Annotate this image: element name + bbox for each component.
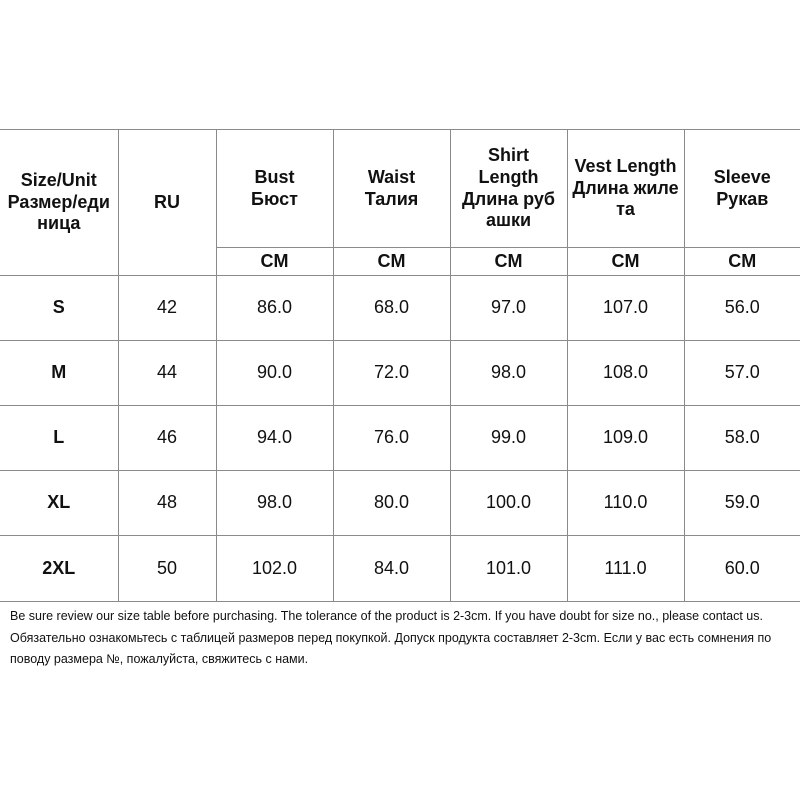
- sleeve-cell: 57.0: [684, 341, 800, 406]
- header-shirt-length-label: Shirt Length Длина руб ашки: [461, 145, 556, 231]
- vest-length-cell: 108.0: [567, 341, 684, 406]
- sleeve-cell: 59.0: [684, 471, 800, 536]
- header-vest-length: [567, 130, 684, 248]
- disclaimer-english: Be sure review our size table before purchasing. The tolerance of the product is 2-3cm. If you have doubt for size no., please contact us.: [10, 609, 763, 623]
- shirt-length-cell: 97.0: [450, 276, 567, 341]
- bust-cell: 94.0: [216, 406, 333, 471]
- header-size-label: Size/Unit Размер/еди ница: [7, 170, 110, 234]
- ru-cell: 50: [118, 536, 216, 602]
- header-waist-label: Waist Талия: [364, 166, 419, 209]
- header-vest-length-label: Vest Length Длина жиле та: [572, 156, 679, 220]
- bust-cell: 90.0: [216, 341, 333, 406]
- size-chart-table: [0, 129, 800, 602]
- vest-length-cell: 107.0: [567, 276, 684, 341]
- shirt-length-cell: 100.0: [450, 471, 567, 536]
- waist-cell: 68.0: [333, 276, 450, 341]
- waist-cell: 76.0: [333, 406, 450, 471]
- unit-waist: CM: [333, 248, 450, 276]
- waist-cell: 84.0: [333, 536, 450, 602]
- header-size: [0, 130, 118, 276]
- sleeve-cell: 58.0: [684, 406, 800, 471]
- unit-sleeve: CM: [684, 248, 800, 276]
- bust-cell: 102.0: [216, 536, 333, 602]
- shirt-length-cell: 98.0: [450, 341, 567, 406]
- header-bust-label: Bust Бюст: [251, 166, 298, 209]
- ru-cell: 48: [118, 471, 216, 536]
- size-cell: L: [0, 406, 118, 471]
- unit-bust: CM: [216, 248, 333, 276]
- size-cell: 2XL: [0, 536, 118, 602]
- vest-length-cell: 110.0: [567, 471, 684, 536]
- table-row: [0, 406, 800, 471]
- bust-cell: 98.0: [216, 471, 333, 536]
- ru-cell: 46: [118, 406, 216, 471]
- disclaimer-russian: Обязательно ознакомьтесь с таблицей размеров перед покупкой. Допуск продукта составляет 2-3cm. Если у вас есть сомнения по поводу размера №, пожалуйста, свяжитесь с нами.: [10, 630, 772, 666]
- sleeve-cell: 60.0: [684, 536, 800, 602]
- size-disclaimer: [10, 606, 795, 671]
- shirt-length-cell: 99.0: [450, 406, 567, 471]
- header-bust: [216, 130, 333, 248]
- sleeve-cell: 56.0: [684, 276, 800, 341]
- header-sleeve: [684, 130, 800, 248]
- table-row: [0, 471, 800, 536]
- waist-cell: 80.0: [333, 471, 450, 536]
- size-cell: M: [0, 341, 118, 406]
- header-waist: [333, 130, 450, 248]
- waist-cell: 72.0: [333, 341, 450, 406]
- bust-cell: 86.0: [216, 276, 333, 341]
- ru-cell: 44: [118, 341, 216, 406]
- table-row: [0, 536, 800, 602]
- size-cell: XL: [0, 471, 118, 536]
- vest-length-cell: 109.0: [567, 406, 684, 471]
- table-row: [0, 276, 800, 341]
- unit-shirt-length: CM: [450, 248, 567, 276]
- header-row: [0, 130, 800, 248]
- header-shirt-length: [450, 130, 567, 248]
- header-ru: [118, 130, 216, 276]
- shirt-length-cell: 101.0: [450, 536, 567, 602]
- ru-cell: 42: [118, 276, 216, 341]
- header-ru-label: RU: [154, 191, 180, 212]
- size-cell: S: [0, 276, 118, 341]
- header-sleeve-label: Sleeve Рукав: [713, 166, 771, 209]
- vest-length-cell: 111.0: [567, 536, 684, 602]
- unit-vest-length: CM: [567, 248, 684, 276]
- table-row: [0, 341, 800, 406]
